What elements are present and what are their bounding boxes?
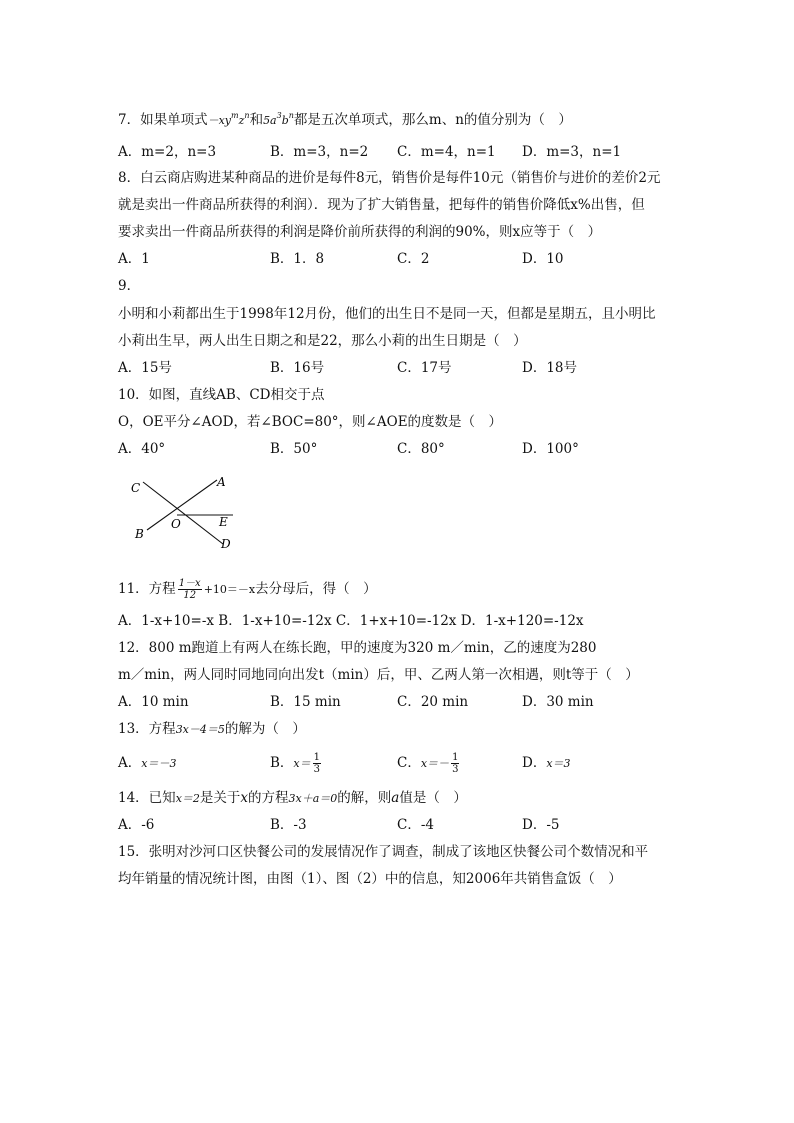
q7-term1: －xy [207, 114, 232, 127]
q11-fraction [178, 578, 202, 601]
q12-line-2: m／min，两人同时同地同向出发t（min）后，甲、乙两人第一次相遇，则t等于（ ） [118, 667, 639, 683]
q14-option-d: D．-5 [522, 817, 560, 833]
q13-option-b-lhs: x＝ [293, 757, 311, 770]
q7-option-c: C．m=4，n=1 [397, 144, 496, 160]
q14-option-c: C．-4 [397, 817, 434, 833]
line-cd [143, 482, 223, 544]
q15-line-2: 均年销量的情况统计图，由图（1）、图（2）中的信息，知2006年共销售盒饭（ ） [118, 871, 622, 887]
q8-option-a: A．1 [118, 251, 150, 267]
q7-term2-b: b [281, 114, 289, 127]
q13-option-c-frac [451, 752, 459, 775]
q11-prefix: 11．方程 [118, 581, 176, 597]
q7-stem [118, 107, 572, 130]
q8-option-c: C．2 [397, 251, 430, 267]
q10-figure-lines [125, 472, 245, 552]
q13-option-c [397, 750, 461, 777]
q8-line-1: 8．白云商店购进某种商品的进价是每件8元，销售价是每件10元（销售价与进价的差价2元 [118, 170, 661, 186]
q8-option-b: B．1．8 [270, 251, 325, 267]
q9-option-a: A．15号 [118, 360, 172, 376]
label-a: A [217, 475, 226, 489]
q9-option-c: C．17号 [397, 360, 452, 376]
q10-option-c: C．80° [397, 441, 445, 457]
q12-option-a: A．10 min [118, 694, 189, 710]
q14-prefix: 14．已知 [118, 790, 176, 806]
q13-option-d-label: D． [522, 755, 547, 771]
q11-frac-den: 12 [183, 590, 197, 601]
q7-prefix: 7．如果单项式 [118, 112, 208, 128]
q9-option-d: D．18号 [522, 360, 578, 376]
q7-option-d: D．m=3，n=1 [522, 144, 622, 160]
q13-option-b-den: 3 [313, 764, 321, 775]
q7-term2-exp-a: 3 [276, 111, 282, 120]
line-ab [147, 480, 217, 530]
q12-option-c: C．20 min [397, 694, 469, 710]
q10-option-b: B．50° [270, 441, 318, 457]
q14-mid: 是关于 [199, 790, 241, 806]
q10-option-a: A．40° [118, 441, 166, 457]
q9-line-2: 小莉出生早，两人出生日期之和是22，那么小莉的出生日期是（ ） [118, 333, 527, 349]
q11-frac-num: 1－x [178, 578, 201, 589]
q14-suffix: 值是（ ） [399, 790, 467, 806]
q14-option-b: B．-3 [270, 817, 307, 833]
q13-option-a-math: x＝－3 [141, 757, 177, 770]
q12-option-b: B．15 min [270, 694, 341, 710]
q14-equation: 3x＋a＝0 [288, 792, 338, 805]
q8-option-d: D．10 [522, 251, 564, 267]
q14-mid2: 的方程 [248, 790, 289, 806]
q9-number: 9． [118, 278, 141, 294]
q7-suffix: 都是五次单项式，那么m、n的值分别为（ ） [293, 112, 572, 128]
q13-option-c-label: C． [397, 755, 421, 771]
q13-suffix: 的解为（ ） [224, 721, 306, 737]
q14-stem [118, 789, 467, 808]
label-c: C [131, 481, 141, 495]
q13-option-b-frac [313, 752, 321, 775]
q13-option-c-num: 1 [452, 752, 459, 763]
q14-option-a: A．-6 [118, 817, 155, 833]
q12-option-d: D．30 min [522, 694, 594, 710]
q8-line-3: 要求卖出一件商品所获得的利润是降价前所获得的利润的90%，则x应等于（ ） [118, 224, 602, 240]
q14-cond: x＝2 [175, 792, 200, 805]
q10-line-2: O，OE平分∠AOD，若∠BOC=80°，则∠AOE的度数是（ ） [118, 414, 503, 430]
label-b: B [135, 527, 144, 541]
q13-option-b-label: B． [270, 755, 294, 771]
q11-options: A．1-x+10=-x B．1-x+10=-12x C．1+x+10=-12x D．1-x+120=-12x [118, 613, 584, 629]
q7-option-a: A．m=2，n=3 [118, 144, 217, 160]
q9-line-1: 小明和小莉都出生于1998年12月份，他们的出生日不是同一天，但都是星期五，且小明比 [118, 306, 656, 322]
q13-option-b [270, 750, 323, 777]
q11-suffix: 去分母后，得（ ） [255, 581, 377, 597]
label-o: O [171, 517, 181, 531]
q7-term1-z: z [238, 114, 245, 127]
q8-line-2: 就是卖出一件商品所获得的利润）．现为了扩大销售量，把每件的销售价降低x%出售，但 [118, 197, 645, 213]
q14-mid3: 的解，则 [337, 790, 392, 806]
q7-term2: 5a [263, 114, 277, 127]
label-e: E [219, 515, 228, 529]
q13-option-c-lhs: x＝－ [420, 757, 450, 770]
q7-term1-exp-n: n [244, 111, 250, 120]
q13-option-d [522, 750, 571, 777]
q7-term1-exp-m: m [231, 111, 239, 120]
q13-option-a [118, 750, 176, 777]
q15-line-1: 15．张明对沙河口区快餐公司的发展情况作了调查，制成了该地区快餐公司个数情况和平 [118, 844, 649, 860]
q13-option-d-math: x＝3 [546, 757, 571, 770]
q7-and: 和 [249, 112, 264, 128]
q9-option-b: B．16号 [270, 360, 325, 376]
q11-stem [118, 576, 377, 603]
q7-option-b: B．m=3，n=2 [270, 144, 369, 160]
label-d: D [221, 537, 231, 551]
q13-stem [118, 720, 306, 739]
q12-line-1: 12．800 m跑道上有两人在练长跑，甲的速度为320 m／min，乙的速度为280 [118, 640, 597, 656]
q10-line-1: 10．如图，直线AB、CD相交于点 [118, 387, 325, 403]
q7-term2-exp-n: n [288, 111, 294, 120]
q14-a: a [391, 790, 400, 806]
q13-option-c-den: 3 [452, 764, 459, 775]
q11-rest: +10＝－x [203, 583, 256, 596]
q10-option-d: D．100° [522, 441, 579, 457]
q13-equation: 3x－4＝5 [175, 723, 225, 736]
q14-var: x [240, 790, 249, 806]
q13-option-a-label: A． [118, 755, 142, 771]
q13-prefix: 13．方程 [118, 721, 176, 737]
q13-option-b-num: 1 [313, 752, 321, 763]
